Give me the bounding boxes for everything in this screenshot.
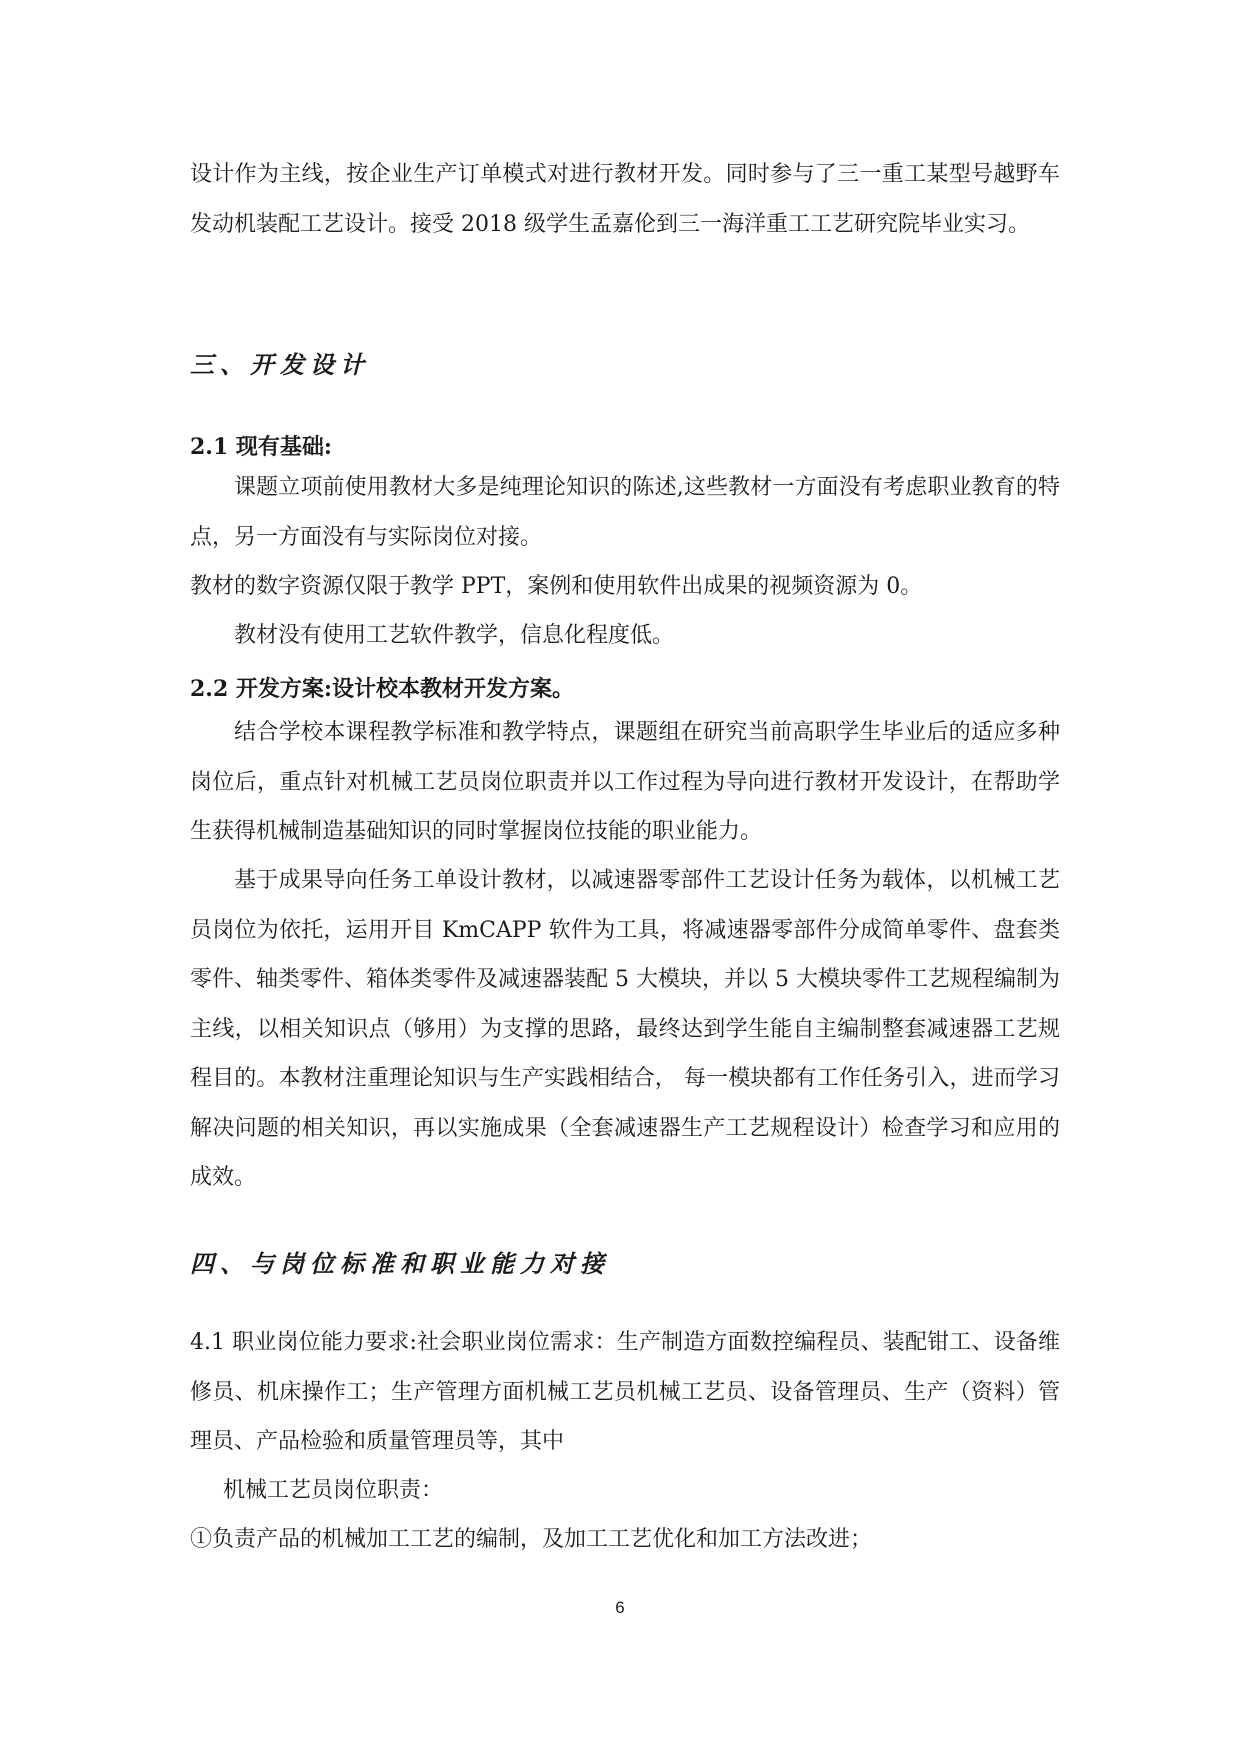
- section-2-2-paragraph-1: 结合学校本课程教学标准和教学特点，课题组在研究当前高职学生毕业后的适应多种岗位后，重点针对机械工艺员岗位职责并以工作过程为导向进行教材开发设计，在帮助学生获得机械制造基础知识的同时掌握岗位技能的职业能力。: [190, 720, 1060, 844]
- intro-paragraph: 设计作为主线，按企业生产订单模式对进行教材开发。同时参与了三一重工某型号越野车发动机装配工艺设计。接受 2018 级学生孟嘉伦到三一海洋重工工艺研究院毕业实习。: [190, 162, 1060, 237]
- section-4-1-paragraph: 4.1 职业岗位能力要求:社会职业岗位需求：生产制造方面数控编程员、装配钳工、设备维修员、机床操作工；生产管理方面机械工艺员机械工艺员、设备管理员、生产（资料）管理员、产品检验和质量管理员等，其中: [190, 1330, 1060, 1454]
- section-2-1-paragraph-3: 教材没有使用工艺软件教学，信息化程度低。: [234, 623, 675, 648]
- page-number: 6: [615, 1598, 625, 1617]
- duty-item-1: ①负责产品的机械加工工艺的编制，及加工工艺优化和加工方法改进；: [190, 1527, 873, 1552]
- section-4-heading: 四、与岗位标准和职业能力对接: [190, 1249, 610, 1278]
- duty-heading: 机械工艺员岗位职责：: [223, 1478, 444, 1503]
- section-3-heading: 三、开发设计: [190, 350, 370, 379]
- section-2-1-title: 2.1 现有基础:: [190, 434, 333, 460]
- section-2-1-paragraph-1: 课题立项前使用教材大多是纯理论知识的陈述,这些教材一方面没有考虑职业教育的特点，另一方面没有与实际岗位对接。: [190, 475, 1060, 550]
- section-2-2-title: 2.2 开发方案:设计校本教材开发方案。: [190, 676, 575, 702]
- section-2-2-paragraph-2: 基于成果导向任务工单设计教材，以减速器零部件工艺设计任务为载体，以机械工艺员岗位为依托，运用开目 KmCAPP 软件为工具，将减速器零部件分成简单零件、盘套类零件、轴类零件、箱体类零件及减速器装配 5 大模块，并以 5 大模块零件工艺规程编制为主线，以相关知识点（够用）为支撑的思路，最终达到学生能自主编制整套减速器工艺规程目的。本教材注重理论知识与生产实践相结合， 每一模块都有工作任务引入，进而学习解决问题的相关知识，再以实施成果（全套减速器生产工艺规程设计）检查学习和应用的成效。: [190, 868, 1060, 1190]
- section-2-1-paragraph-2: 教材的数字资源仅限于教学 PPT，案例和使用软件出成果的视频资源为 0。: [190, 574, 923, 599]
